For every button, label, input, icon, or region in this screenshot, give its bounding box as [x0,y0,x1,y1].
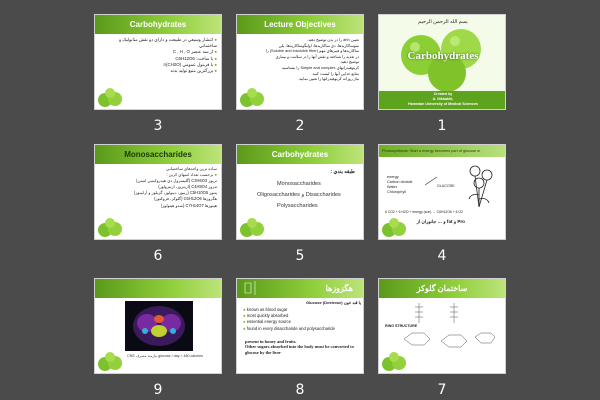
slide-number: 4 [437,248,447,264]
slide-number: 3 [153,118,163,134]
plant-flower-icon [463,161,499,209]
slide-body: ساده ترين واحدهاي ساختماني ● برحسب تعداد اتمهاي كربن : تريوز C3H6O3 (گليسرول دي هيدروكسي استن) تتروز C4H8O4 (اريتروز، اريترولوز) پنتوز C5H10O5 (ريبوز، ديبولوز، گزيلوز و آرابينوز) هگزوزها C6H12O6 (گلوکز، فروکتوز) هپتوزها C7H14O7 (سدو هپتولوز) [99,166,217,209]
slide-number: 6 [153,248,163,264]
green-apple-icon [97,217,123,237]
photosynthesis-equation: 6 CO2 + 6 H2O + energy (sun) → C6H12O6 + 6 O2 [385,210,463,214]
slide-credits: Created by A. Nikbakht, Hamedan University of Medical Sciences [408,92,478,106]
glucose-label: GLUCOSE [437,184,455,188]
slide-body: ● انتشار وسيعي در طبيعت و داراي دو نقش متابوليک و ساختماني ● از سه عنصر C , H , O ● با ساخت: C6H12O6 ● با فرمول عمومي (CH2O)n ● بزرگترين منبع توليد بدنه [107,37,217,74]
green-apple-icon [97,87,123,107]
slide-title: Carbohydrates [407,50,479,62]
slide-number: 8 [295,382,305,398]
slide-3[interactable] [94,14,222,110]
slide-1[interactable] [378,14,506,110]
slide-title: Lecture Objectives [237,15,363,34]
slide-note: Pro و fat و … جانوران از [416,219,465,224]
slide-number: 1 [437,118,447,134]
green-apple-icon [97,351,123,371]
slide-number: 7 [437,382,447,398]
slide-header: بسم الله الرحمن الرحيم [418,19,468,25]
glucose-structure-icon [241,279,267,297]
slide-title: Carbohydrates [95,15,221,34]
slide-2[interactable] [236,14,364,110]
arrow-icon [425,175,439,187]
slide-7[interactable] [378,278,506,374]
slide-bold-text: present in honey and fruits. Other sugars absorbed into the body must be converted to glucose by the liver [245,339,354,355]
slide-9[interactable] [94,278,222,374]
slide-title: Carbohydrates [237,145,363,164]
slide-title: Photosynthesis: Start a energy becomes part of glucose m [382,149,481,153]
slide-caption: RING STRUCTURE [385,324,418,328]
glucose-structure-diagram [399,301,499,361]
slide-body: Monosaccharides Oligosaccharides و Disaccharides Polysaccharides [257,181,341,209]
slide-body: ● known as blood sugar ● most quickly absorbed ● essential energy source ● found in every disaccharide and polysaccharide [243,307,361,332]
slide-title: ساختمان گلوكز [379,279,505,298]
slide-5[interactable] [236,144,364,240]
slide-number: 9 [153,382,163,398]
slide-4[interactable] [378,144,506,240]
slide-6[interactable] [94,144,222,240]
slide-8[interactable] [236,278,364,374]
slide-header-band [95,279,221,298]
slide-title: هگزوزها [237,279,363,298]
green-apple-icon [239,87,265,107]
slide-heading: طبقه بندي : [330,169,355,175]
slide-subtitle: Glucose (Dextrose) يا قند خون [305,300,361,305]
brain-scan-image [125,301,193,351]
green-apple-icon [239,217,265,237]
green-apple-icon [381,351,407,371]
slide-sorter-grid [94,14,506,398]
slide-caption: CNS نيازمند مصرف glucose / day = 480 calories [127,354,203,358]
slide-title: Monosaccharides [95,145,221,164]
slide-number: 5 [295,248,305,264]
slide-number: 2 [295,118,305,134]
diagram-labels: energy Carbon dioxide Water Chlorophyll [387,175,413,194]
slide-body: تعيين ahh را در بدن توضيح دهيد. منوساكاريدها، دي ساكاريدها، اوليگوساكاريدها، پلي ساكاريدها و فيبرهاي مهم (Soluble and insoluble fiber) را در تغذيه را شناخته و نقش آنها را در سلامت و بيماري توضيح دهيد. كربوهيدراتهاي Simple and complex را بشناسيد. منابع غذايي آنها را ليست كنيد. نياز روزانه كربوهيدراتها را تعيين نماييد. [265,37,359,82]
green-apple-icon [381,217,407,237]
